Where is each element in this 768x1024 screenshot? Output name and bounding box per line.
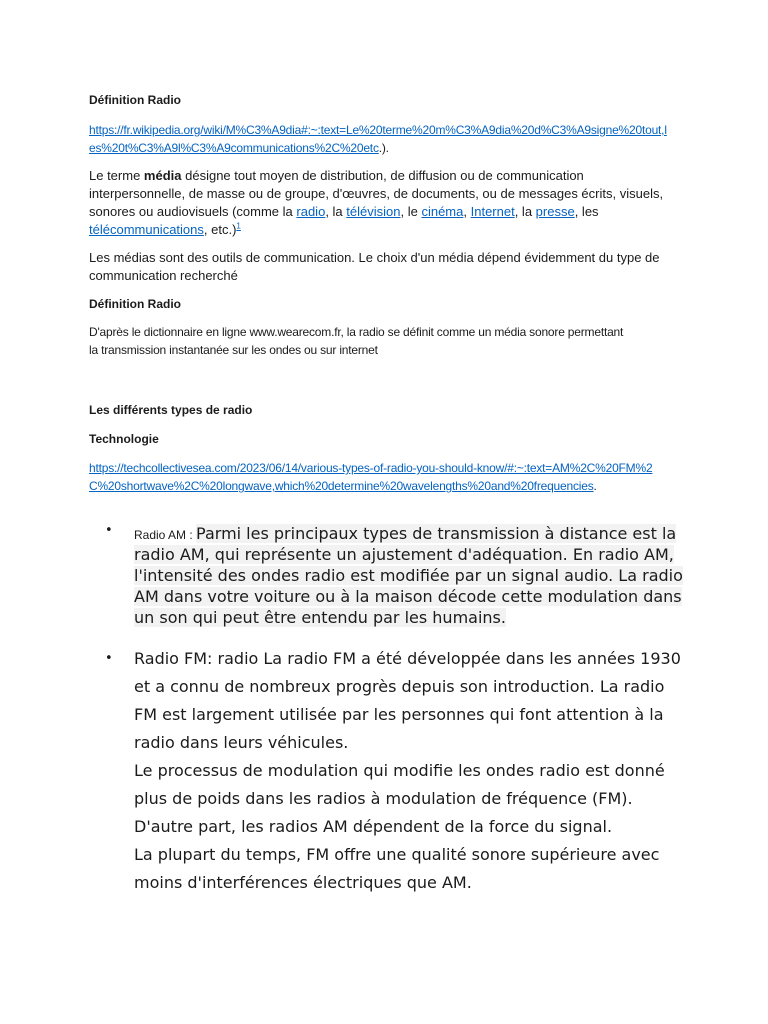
media-bold-term: média: [143, 168, 182, 183]
radio-fm-line-3: D'autre part, les radios AM dépendent de la force du signal.: [134, 817, 613, 836]
para1-text: , les: [574, 204, 599, 219]
techcollective-citation: [89, 459, 669, 495]
radio-definition-paragraph: D'après le dictionnaire en ligne www.wearecom.fr, la radio se définit comme un média sonore permettant la transmission instantanée sur les ondes ou sur internet: [89, 325, 624, 357]
para1-text: , la: [514, 204, 536, 219]
bullet-icon: •: [105, 523, 113, 538]
para1-text: ,: [463, 204, 471, 219]
radio-fm-line-4: La plupart du temps, FM offre une qualité sonore supérieure avec moins d'interférences électriques que AM.: [134, 845, 660, 892]
radio-am-description: Parmi les principaux types de transmission à distance est la radio AM, qui représente un ajustement d'adéquation. En radio AM, l'intensité des ondes radio est modifiée par un signal audio. La radio AM dans votre voiture ou à la maison décode cette modulation dans un son qui peut être entendu par les humains.: [134, 524, 683, 627]
footnote-link[interactable]: 1: [236, 221, 241, 231]
wikipedia-citation: [89, 121, 669, 157]
link-internet[interactable]: Internet: [470, 204, 515, 219]
link2-suffix: .: [593, 479, 597, 493]
para1-text: Le terme: [89, 168, 144, 183]
radio-fm-text: [134, 645, 686, 897]
radio-am-label: Radio AM :: [134, 528, 197, 542]
para1-text: , etc.): [203, 222, 237, 237]
heading-definition-radio: Définition Radio: [89, 297, 181, 311]
media-tools-paragraph: Les médias sont des outils de communication. Le choix d'un média dépend évidemment du type de communication recherché: [89, 250, 660, 283]
list-item-radio-fm: [105, 645, 685, 905]
radio-fm-line-1: Radio FM: radio La radio FM a été développée dans les années 1930 et a connu de nombreux progrès depuis son introduction. La radio FM est largement utilisée par les personnes qui font attention à la radio dans leurs véhicules.: [134, 649, 681, 752]
list-item-radio-am: [105, 523, 685, 633]
link-telecommunications[interactable]: télécommunications: [89, 222, 204, 237]
media-definition-paragraph: [89, 167, 681, 239]
link-radio[interactable]: radio: [296, 204, 326, 219]
bullet-icon: •: [105, 651, 113, 666]
para1-text: désigne tout moyen de distribution, de diffusion ou de communication interpersonnelle, de masse ou de groupe, d'œuvres, de documents, ou de messages écrits, visuels, sonores ou audiovisuels (comme la: [89, 168, 664, 219]
techcollective-link[interactable]: https://techcollectivesea.com/2023/06/14/various-types-of-radio-you-should-know/#:~:text=AM%2C%20FM%2C%20shortwave%2C%20longwave,which%20determine%20wavelengths%20and%20frequencies: [89, 461, 653, 493]
para1-text: , la: [325, 204, 347, 219]
link-cinema[interactable]: cinéma: [421, 204, 464, 219]
link-presse[interactable]: presse: [535, 204, 575, 219]
link1-suffix: .).: [378, 141, 389, 155]
para1-text: , le: [400, 204, 422, 219]
heading-technologie: Technologie: [89, 432, 159, 446]
wikipedia-link[interactable]: https://fr.wikipedia.org/wiki/M%C3%A9dia#:~:text=Le%20terme%20m%C3%A9dia%20d%C3%A9signe%20tout,les%20t%C3%A9l%C3%A9communications%2C%20etc: [89, 123, 667, 155]
heading-radio-types: Les différents types de radio: [89, 403, 253, 417]
radio-am-text: [134, 523, 686, 628]
radio-fm-line-2: Le processus de modulation qui modifie les ondes radio est donné plus de poids dans les radios à modulation de fréquence (FM).: [134, 761, 665, 808]
heading-definition-media: Définition Radio: [89, 93, 181, 107]
link-television[interactable]: télévision: [346, 204, 401, 219]
